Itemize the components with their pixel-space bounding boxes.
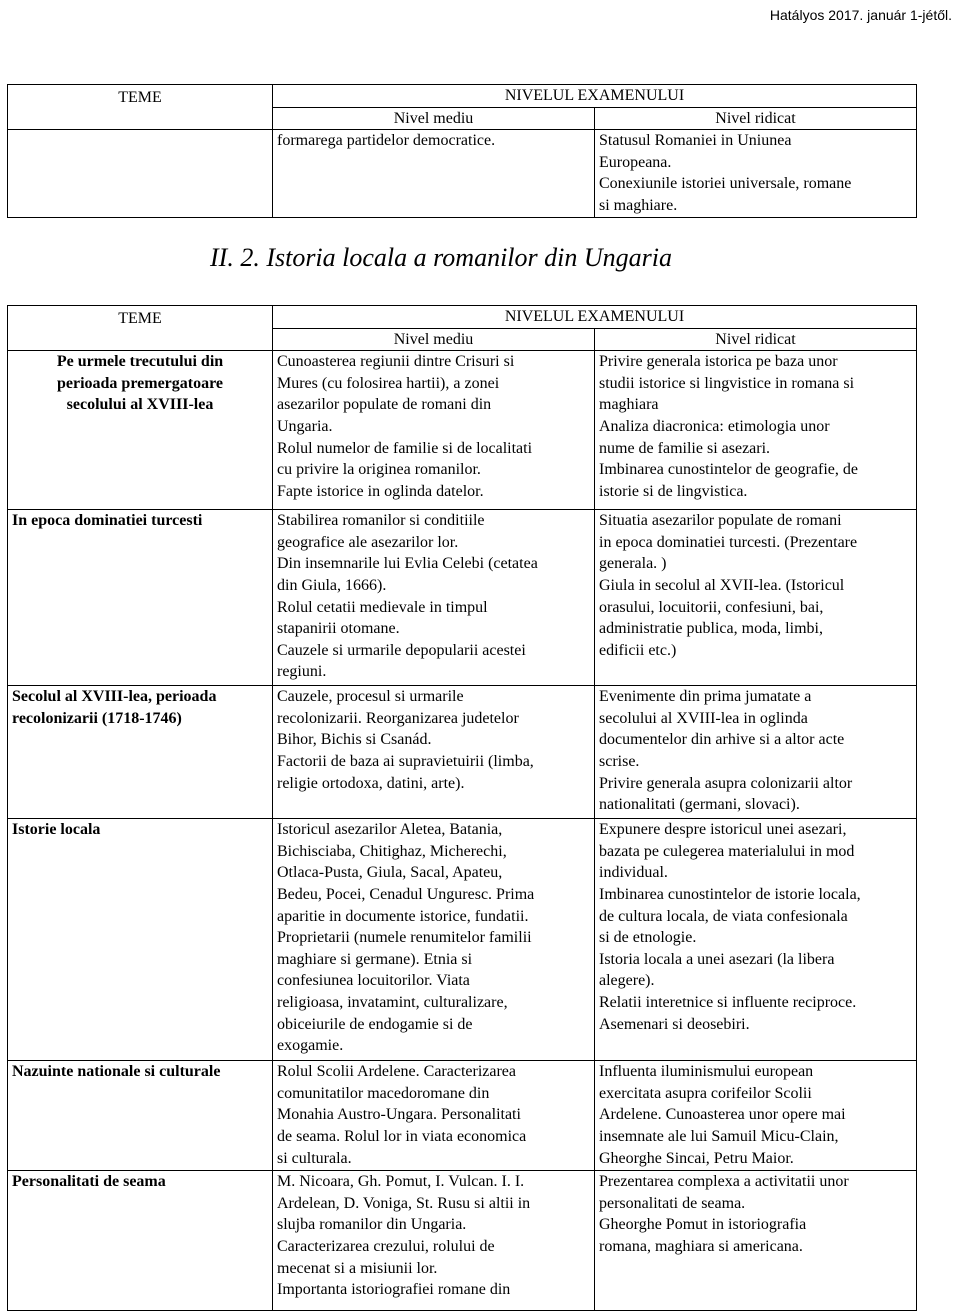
local-history-table [7,305,917,1311]
exam-table-continuation [7,84,917,218]
medium-content: formarega partidelor democratice. [273,130,595,218]
advanced-level-header: Nivel ridicat [595,328,917,351]
medium-content: Rolul Scolii Ardelene. Caracterizarea comunitatilor macedoromane din Monahia Austro-Ungara. Personalitati de seama. Rolul lor in viata economica si culturala. [273,1061,595,1171]
theme-national-aspirations: Nazuinte nationale si culturale [8,1061,273,1171]
medium-level-header: Nivel mediu [273,107,595,130]
medium-content: M. Nicoara, Gh. Pomut, I. Vulcan. I. I. Ardelean, D. Voniga, St. Rusu si altii in slujba romanilor din Ungaria. Caracterizarea crezului, rolului de mecenat si a misiunii lor. Importanta istoriografiei romane din [273,1171,595,1311]
advanced-content: Evenimente din prima jumatate a secolului al XVIII-lea in oglinda documentelor din arhive si a altor acte scrise. Privire generala asupra colonizarii altor nationalitati (germani, slovaci). [595,686,917,819]
teme-header: TEME [8,306,273,351]
advanced-content: Expunere despre istoricul unei asezari, bazata pe culegerea materialului in mod individual. Imbinarea cunostintelor de istorie locala, de cultura locala, de viata confesionala si de etnologie. Istoria locala a unei asezari (la libera alegere). Relatii interetnice si influente reciproce. Asemenari si deosebiri. [595,819,917,1061]
advanced-level-header: Nivel ridicat [595,107,917,130]
teme-header: TEME [8,85,273,130]
exam-level-header: NIVELUL EXAMENULUI [273,306,917,329]
theme-ottoman-period: In epoca dominatiei turcesti [8,510,273,686]
theme-local-history: Istorie locala [8,819,273,1061]
medium-content: Istoricul asezarilor Aletea, Batania, Bichisciaba, Chitighaz, Micherechi, Otlaca-Pusta, Giula, Sacal, Apateu, Bedeu, Pocei, Cenadul Unguresc. Prima aparitie in documente istorice, fundatii. Proprietarii (numele renumitelor familii maghiare si germane). Etnia si confesiunea locuitorilor. Viata religioasa, invatamint, culturalizare, obiceiurile de endogamie si de exogamie. [273,819,595,1061]
theme-recolonization: Secolul al XVIII-lea, perioada recolonizarii (1718-1746) [8,686,273,819]
theme-cell [8,130,273,218]
validity-note: Hatályos 2017. január 1-jétől. [769,7,952,23]
medium-content: Cunoasterea regiunii dintre Crisuri si Mures (cu folosirea hartii), a zonei asezarilor populate de romani din Ungaria. Rolul numelor de familie si de localitati cu privire la originea romanilor. Fapte istorice in oglinda datelor. [273,351,595,510]
medium-level-header: Nivel mediu [273,328,595,351]
advanced-content: Situatia asezarilor populate de romani in epoca dominatiei turcesti. (Prezentare generala. ) Giula in secolul al XVII-lea. (Istoricul orasului, locuitorii, confesiuni, bai, administratie publica, moda, limbi, edificii etc.) [595,510,917,686]
advanced-content: Privire generala istorica pe baza unor studii istorice si lingvistice in romana si maghiara Analiza diacronica: etimologia unor nume de familie si asezari. Imbinarea cunostintelor de geografie, de istorie si de lingvistica. [595,351,917,510]
medium-content: Stabilirea romanilor si conditiile geografice ale asezarilor lor. Din insemnarile lui Evlia Celebi (cetatea din Giula, 1666). Rolul cetatii medievale in timpul stapanirii otomane. Cauzele si urmarile depopularii acestei regiuni. [273,510,595,686]
theme-personalities: Personalitati de seama [8,1171,273,1311]
exam-level-header: NIVELUL EXAMENULUI [273,85,917,108]
advanced-content: Prezentarea complexa a activitatii unor personalitati de seama. Gheorghe Pomut in istoriografia romana, maghiara si americana. [595,1171,917,1311]
theme-pre-18th-century: Pe urmele trecutului din perioada premergatoare secolului al XVIII-lea [8,351,273,510]
advanced-content: Statusul Romaniei in Uniunea Europeana. Conexiunile istoriei universale, romane si maghiare. [595,130,917,218]
medium-content: Cauzele, procesul si urmarile recolonizarii. Reorganizarea judetelor Bihor, Bichis si Csanád. Factorii de baza ai supravietuirii (limba, religie ortodoxa, datini, arte). [273,686,595,819]
section-title: II. 2. Istoria locala a romanilor din Ungaria [210,243,672,272]
advanced-content: Influenta iluminismului european exercitata asupra corifeilor Scolii Ardelene. Cunoasterea unor opere mai insemnate ale lui Samuil Micu-Clain, Gheorghe Sincai, Petru Maior. [595,1061,917,1171]
